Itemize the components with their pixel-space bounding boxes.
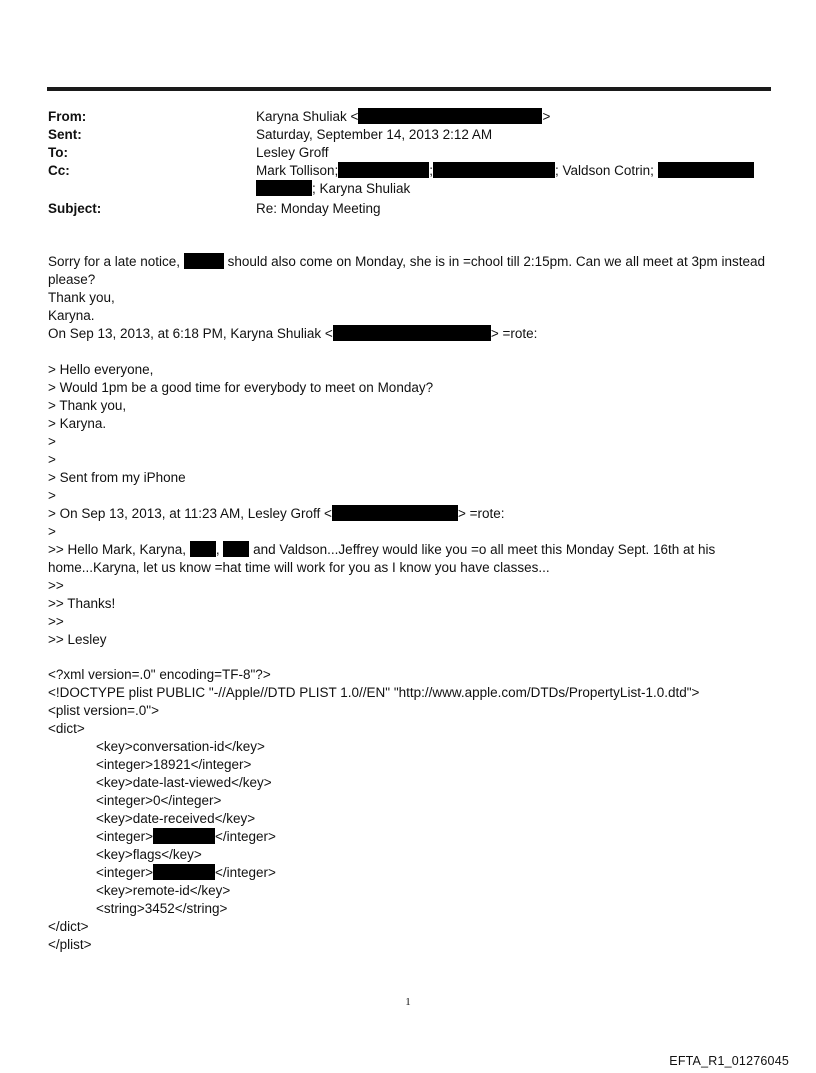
body-text: On Sep 13, 2013, at 6:18 PM, Karyna Shuliak <: [48, 326, 333, 341]
bates-number: EFTA_R1_01276045: [669, 1054, 789, 1068]
quote-line: home...Karyna, let us know =hat time will work for you as I know you have classes...: [48, 560, 550, 575]
redaction: [332, 505, 458, 521]
quote-line: [48, 541, 715, 559]
plist-line: <!DOCTYPE plist PUBLIC "-//Apple//DTD PLIST 1.0//EN" "http://www.apple.com/DTDs/PropertyList-1.0.dtd">: [48, 685, 700, 700]
redaction: [256, 180, 312, 196]
plist-line: <key>remote-id</key>: [96, 883, 231, 898]
quote-line: > Thank you,: [48, 398, 127, 413]
redaction: [223, 541, 249, 557]
from-value: [256, 108, 550, 126]
redaction: [153, 864, 215, 880]
quote-line: >: [48, 488, 56, 503]
plist-line: </plist>: [48, 937, 92, 952]
quote-line: > Karyna.: [48, 416, 107, 431]
body-text: > =rote:: [457, 506, 505, 521]
quote-line: >>: [48, 578, 64, 593]
quote-line: >: [48, 434, 56, 449]
plist-line: [96, 828, 276, 846]
from-name: Karyna Shuliak <: [256, 109, 359, 124]
plist-text: <integer>: [96, 829, 154, 844]
to-label: To:: [48, 145, 68, 160]
quote-line: [48, 505, 504, 523]
header-rule: [47, 87, 771, 91]
quote-line: >> Thanks!: [48, 596, 116, 611]
sent-label: Sent:: [48, 127, 82, 142]
body-text: > On Sep 13, 2013, at 11:23 AM, Lesley Groff <: [48, 506, 332, 521]
plist-line: <?xml version=.0" encoding=TF-8"?>: [48, 667, 271, 682]
subject-value: Re: Monday Meeting: [256, 201, 381, 216]
plist-line: <key>conversation-id</key>: [96, 739, 265, 754]
plist-line: </dict>: [48, 919, 89, 934]
to-value: Lesley Groff: [256, 145, 329, 160]
cc-part-1: Mark Tollison;: [256, 163, 339, 178]
body-text: >> Hello Mark, Karyna,: [48, 542, 187, 557]
quote-line: > Sent from my iPhone: [48, 470, 186, 485]
body-line: [48, 253, 765, 271]
body-line: please?: [48, 272, 96, 287]
body-line: Karyna.: [48, 308, 95, 323]
quote-line: >> Lesley: [48, 632, 107, 647]
redaction: [184, 253, 224, 269]
plist-line: <integer>18921</integer>: [96, 757, 252, 772]
body-text: and Valdson...Jeffrey would like you =o all meet this Monday Sept. 16th at his: [253, 542, 716, 557]
redaction: [433, 162, 555, 178]
body-text: should also come on Monday, she is in =chool till 2:15pm. Can we all meet at 3pm instead: [227, 254, 766, 269]
redaction: [658, 162, 754, 178]
quote-line: >>: [48, 614, 64, 629]
cc-value-line2: [256, 180, 410, 198]
plist-line: [96, 864, 276, 882]
body-line: [48, 325, 537, 343]
quote-line: > Would 1pm be a good time for everybody to meet on Monday?: [48, 380, 434, 395]
redaction: [358, 108, 542, 124]
plist-line: <integer>0</integer>: [96, 793, 222, 808]
plist-text: </integer>: [215, 829, 276, 844]
plist-text: <integer>: [96, 865, 154, 880]
body-text: ,: [215, 542, 220, 557]
from-label: From:: [48, 109, 87, 124]
sent-value: Saturday, September 14, 2013 2:12 AM: [256, 127, 493, 142]
body-text: Sorry for a late notice,: [48, 254, 181, 269]
cc-part-3: ; Valdson Cotrin;: [555, 163, 654, 178]
body-line: Thank you,: [48, 290, 115, 305]
cc-value-line1: [256, 162, 754, 180]
quote-line: > Hello everyone,: [48, 362, 154, 377]
plist-line: <plist version=.0">: [48, 703, 159, 718]
cc-label: Cc:: [48, 163, 70, 178]
redaction: [333, 325, 491, 341]
plist-text: </integer>: [215, 865, 276, 880]
quote-line: >: [48, 524, 56, 539]
redaction: [190, 541, 216, 557]
plist-line: <key>flags</key>: [96, 847, 202, 862]
redaction: [338, 162, 429, 178]
from-close: >: [542, 109, 551, 124]
subject-label: Subject:: [48, 201, 102, 216]
page-number: 1: [405, 996, 411, 1008]
cc-part-2: ;: [429, 163, 434, 178]
plist-line: <key>date-last-viewed</key>: [96, 775, 272, 790]
plist-line: <string>3452</string>: [96, 901, 228, 916]
plist-line: <key>date-received</key>: [96, 811, 256, 826]
body-text: > =rote:: [490, 326, 538, 341]
redaction: [153, 828, 215, 844]
cc-part-4: ; Karyna Shuliak: [312, 181, 411, 196]
plist-line: <dict>: [48, 721, 85, 736]
quote-line: >: [48, 452, 56, 467]
